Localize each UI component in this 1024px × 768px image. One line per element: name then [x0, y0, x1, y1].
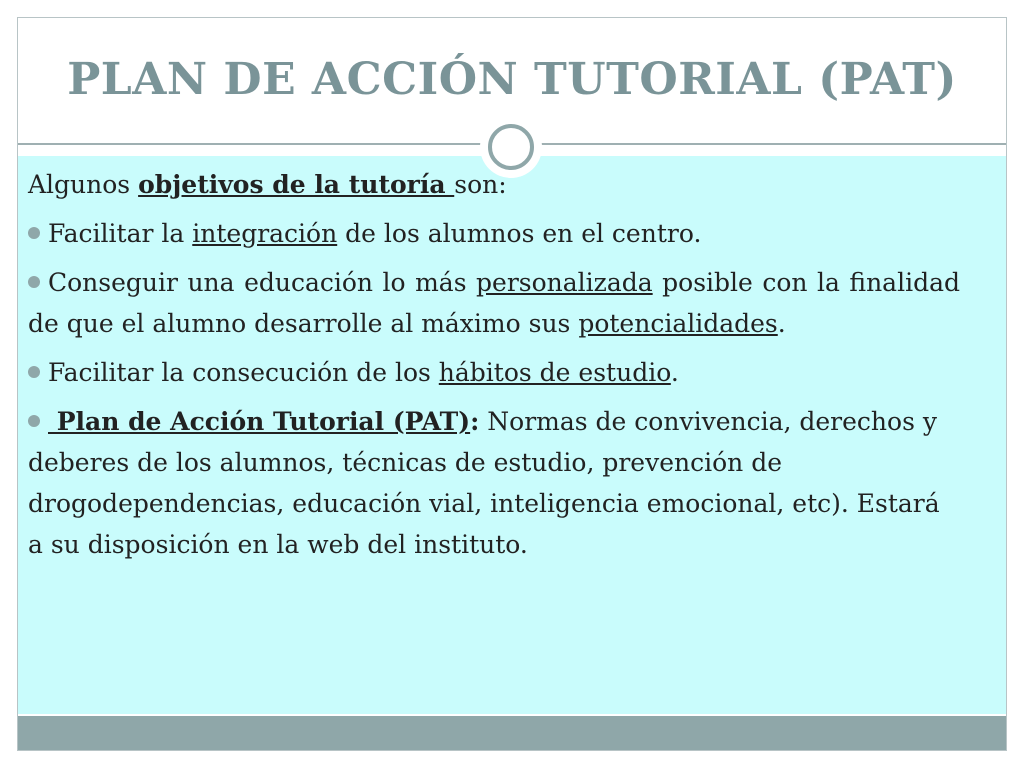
bullet-icon: [28, 415, 40, 427]
intro-suffix: son:: [454, 170, 507, 199]
slide-title: PLAN DE ACCIÓN TUTORIAL (PAT): [67, 54, 957, 105]
bullet-icon: [28, 366, 40, 378]
item-text: Facilitar la: [48, 219, 193, 248]
intro-line: [28, 164, 960, 205]
item-text: Normas de convivencia, derechos y deberes de los alumnos, técnicas de estudio, prevención de drogodependencias, educación vial, inteligencia emocional, etc). Estará a su disposición en la web del instituto.: [28, 407, 940, 559]
item-text: Conseguir una educación lo más: [48, 268, 477, 297]
item-bold-term: Plan de Acción Tutorial (PAT): [48, 407, 471, 436]
intro-emphasis: objetivos de la tutoría: [138, 170, 455, 199]
slide-content: [28, 164, 960, 573]
item-underlined-term: personalizada: [476, 268, 653, 297]
list-item: [28, 262, 960, 344]
item-underlined-term: hábitos de estudio: [438, 358, 671, 387]
item-underlined-term: potencialidades: [578, 309, 778, 338]
item-text: Facilitar la consecución de los: [48, 358, 439, 387]
list-item: [28, 352, 960, 393]
bullet-icon: [28, 276, 40, 288]
intro-text: Algunos: [28, 170, 139, 199]
list-item: [28, 401, 960, 565]
item-colon: :: [470, 407, 480, 436]
item-text: de los alumnos en el centro.: [337, 219, 702, 248]
bullet-icon: [28, 227, 40, 239]
footer-bar: [18, 716, 1006, 750]
item-text: .: [670, 358, 679, 387]
item-text: posible con la finalidad de que el alumno desarrolle al máximo sus: [28, 268, 960, 338]
item-underlined-term: integración: [192, 219, 338, 248]
item-text: .: [777, 309, 786, 338]
list-item: [28, 213, 960, 254]
